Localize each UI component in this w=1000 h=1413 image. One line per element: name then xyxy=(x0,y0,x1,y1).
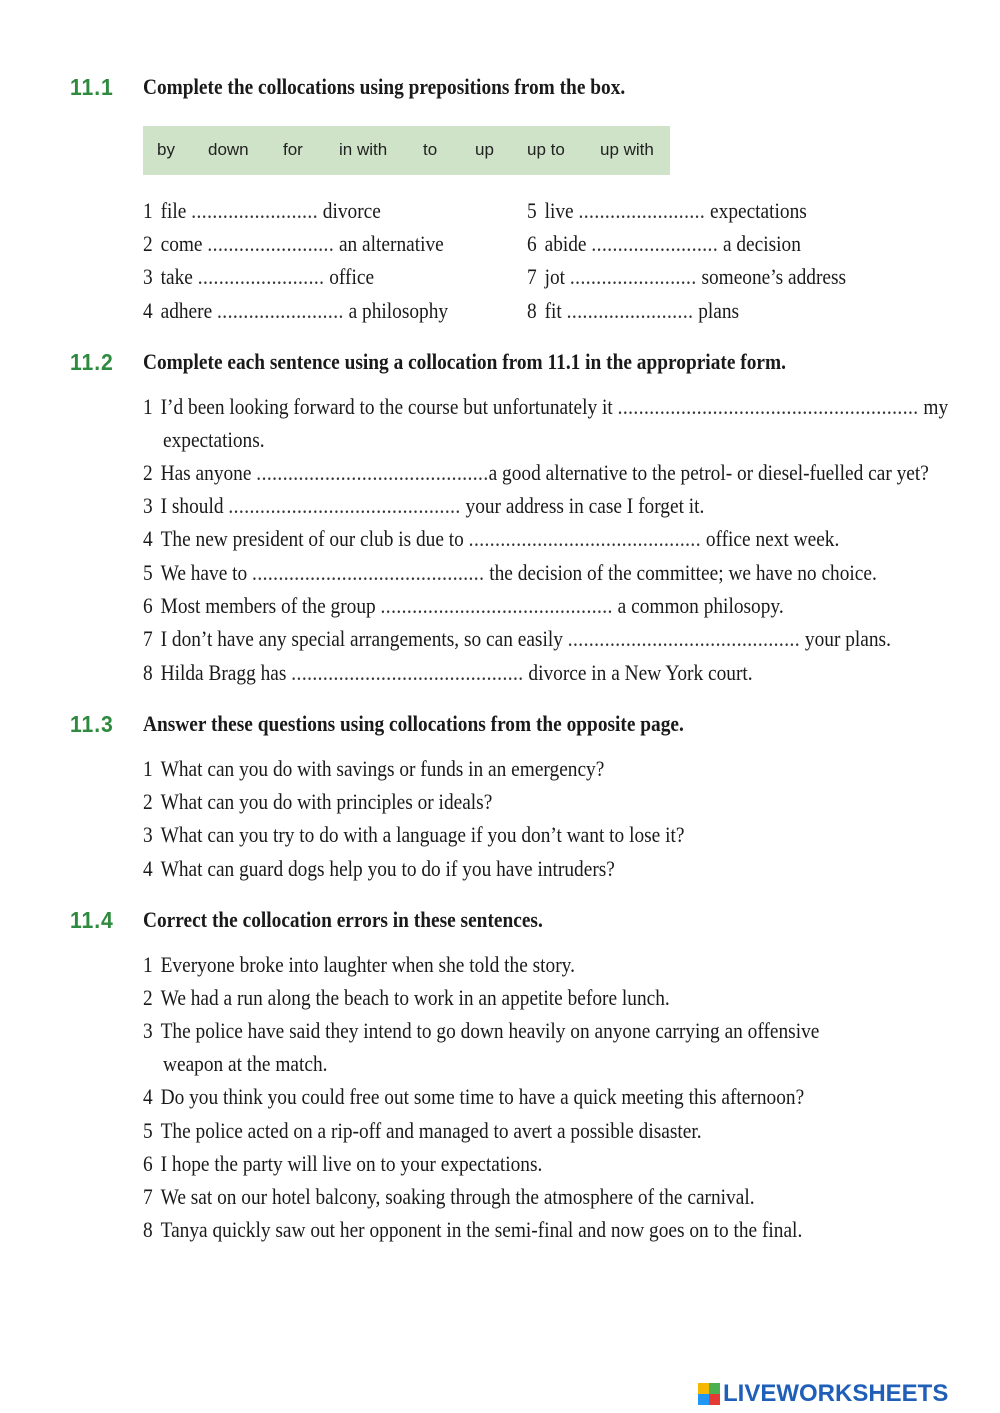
question-item: 1 What can you do with savings or funds in an emergency? xyxy=(143,756,605,781)
sentence-item: 1 I’d been looking forward to the course but unfortunately it ......................................................... my xyxy=(143,394,949,419)
sentence-item: 6 Most members of the group ............................................ a common philosopy. xyxy=(143,593,784,618)
exercise-instruction-11-4: Correct the collocation errors in these sentences. xyxy=(143,907,543,932)
answer-blank[interactable]: ........................ xyxy=(566,298,694,323)
box-word[interactable]: by xyxy=(157,140,175,159)
error-sentence: 1 Everyone broke into laughter when she told the story. xyxy=(143,952,575,977)
error-sentence: 4 Do you think you could free out some time to have a quick meeting this afternoon? xyxy=(143,1084,805,1109)
sentence-item: 3 I should ............................................ your address in case I forget it. xyxy=(143,493,705,518)
answer-blank[interactable]: ......................................................... xyxy=(617,394,919,419)
question-item: 3 What can you try to do with a language if you don’t want to lose it? xyxy=(143,822,685,847)
exercise-number-11-1: 11.1 xyxy=(70,74,114,100)
box-word[interactable]: up to xyxy=(527,140,565,159)
sentence-item: 7 I don’t have any special arrangements, so can easily ............................................ your plans. xyxy=(143,626,891,651)
sentence-item: 8 Hilda Bragg has ............................................ divorce in a New York court. xyxy=(143,660,753,685)
answer-blank[interactable]: ............................................ xyxy=(380,593,613,618)
answer-blank[interactable]: ............................................ xyxy=(256,460,489,485)
answer-blank[interactable]: ........................ xyxy=(591,231,719,256)
answer-blank[interactable]: ............................................ xyxy=(567,626,801,651)
box-word[interactable]: up with xyxy=(600,140,654,159)
word-box xyxy=(143,126,670,175)
answer-blank[interactable]: ........................ xyxy=(191,198,318,223)
error-sentence: 2 We had a run along the beach to work in an appetite before lunch. xyxy=(143,985,670,1010)
sentence-continuation: expectations. xyxy=(163,427,265,452)
collocation-item: 1 file ........................ divorce xyxy=(143,198,381,223)
sentence-continuation: weapon at the match. xyxy=(163,1051,328,1076)
question-item: 4 What can guard dogs help you to do if you have intruders? xyxy=(143,856,615,881)
error-sentence: 6 I hope the party will live on to your expectations. xyxy=(143,1151,543,1176)
sentence-item: 2 Has anyone ............................................a good alternative to the petrol- or diesel-fuelled car yet? xyxy=(143,460,929,485)
exercise-number-11-4: 11.4 xyxy=(70,907,114,933)
liveworksheets-logo-icon xyxy=(698,1383,720,1405)
liveworksheets-logo xyxy=(698,1379,948,1409)
collocation-item: 5 live ........................ expectations xyxy=(527,198,807,223)
sentence-item: 4 The new president of our club is due to ............................................ office next week. xyxy=(143,526,840,551)
error-sentence: 5 The police acted on a rip-off and managed to avert a possible disaster. xyxy=(143,1118,702,1143)
error-sentence: 7 We sat on our hotel balcony, soaking through the atmosphere of the carnival. xyxy=(143,1184,755,1209)
exercise-instruction-11-3: Answer these questions using collocations from the opposite page. xyxy=(143,711,684,736)
box-word[interactable]: to xyxy=(423,140,438,159)
error-sentence: 3 The police have said they intend to go down heavily on anyone carrying an offensive xyxy=(143,1018,820,1043)
box-word[interactable]: for xyxy=(283,140,303,159)
sentence-item: 5 We have to ............................................ the decision of the committee; we have no choice. xyxy=(143,560,877,585)
exercise-instruction-11-2: Complete each sentence using a collocation from 11.1 in the appropriate form. xyxy=(143,349,786,374)
answer-blank[interactable]: ........................ xyxy=(217,298,344,323)
answer-blank[interactable]: ........................ xyxy=(578,198,706,223)
answer-blank[interactable]: ............................................ xyxy=(228,493,461,518)
error-sentence: 8 Tanya quickly saw out her opponent in the semi-final and now goes on to the final. xyxy=(143,1217,803,1242)
collocation-item: 6 abide ........................ a decision xyxy=(527,231,801,256)
box-word[interactable]: down xyxy=(208,140,249,159)
collocation-item: 2 come ........................ an alternative xyxy=(143,231,444,256)
answer-blank[interactable]: ............................................ xyxy=(291,660,524,685)
logo-text: LIVEWORKSHEETS xyxy=(723,1380,949,1407)
answer-blank[interactable]: ............................................ xyxy=(468,526,701,551)
answer-blank[interactable]: ........................ xyxy=(207,231,335,256)
collocation-item: 4 adhere ........................ a philosophy xyxy=(143,298,449,323)
box-word[interactable]: in with xyxy=(339,140,388,159)
answer-blank[interactable]: ............................................ xyxy=(252,560,485,585)
box-word[interactable]: up xyxy=(475,140,494,159)
collocation-item: 3 take ........................ office xyxy=(143,264,375,289)
answer-blank[interactable]: ........................ xyxy=(569,264,697,289)
collocation-item: 7 jot ........................ someone’s address xyxy=(527,264,847,289)
exercise-number-11-3: 11.3 xyxy=(70,711,114,737)
question-item: 2 What can you do with principles or ideals? xyxy=(143,789,493,814)
exercise-number-11-2: 11.2 xyxy=(70,349,114,375)
answer-blank[interactable]: ........................ xyxy=(197,264,325,289)
exercise-instruction-11-1: Complete the collocations using prepositions from the box. xyxy=(143,74,626,99)
collocation-item: 8 fit ........................ plans xyxy=(527,298,740,323)
